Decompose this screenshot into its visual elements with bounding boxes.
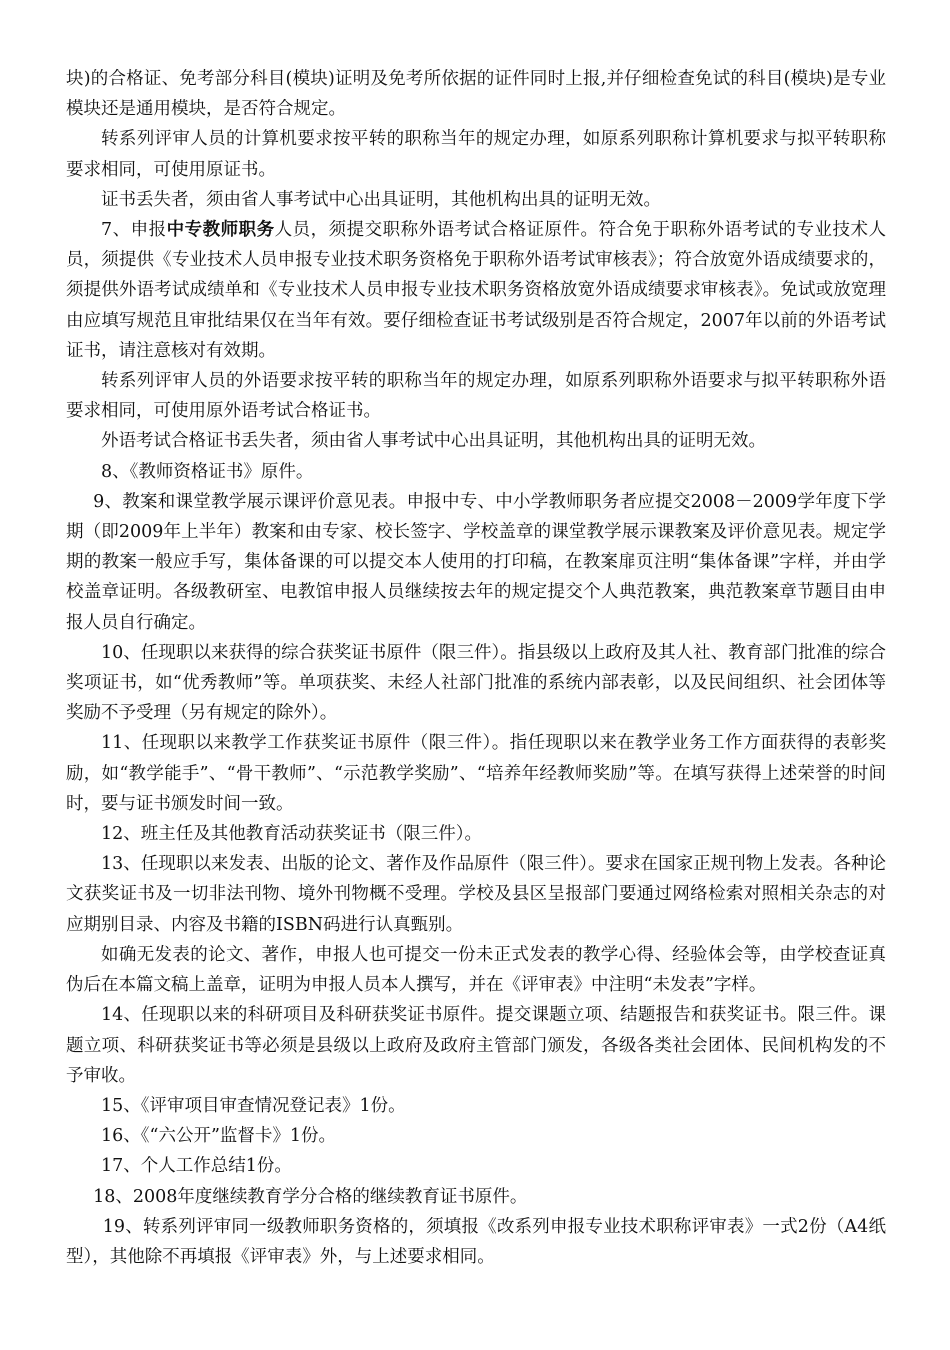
paragraph-item-9: 9、教案和课堂教学展示课评价意见表。申报中专、中小学教师职务者应提交2008－2009学年度下学期（即2009年上半年）教案和由专家、校长签字、学校盖章的课堂教学展示课教案及评价意见表。规定学期的教案一般应手写，集体备课的可以提交本人使用的打印稿，在教案扉页注明“集体备课”字样，并由学校盖章证明。各级教研室、电教馆申报人员继续按去年的规定提交个人典范教案，典范教案章节题目由申报人员自行确定。 [66,491,886,633]
paragraph-foreign-certificate-lost: 外语考试合格证书丢失者，须由省人事考试中心出具证明，其他机构出具的证明无效。 [101,431,766,452]
document-page [66,64,886,1272]
paragraph-item-11: 11、任现职以来教学工作获奖证书原件（限三件）。指任现职以来在教学业务工作方面获得的表彰奖励，如“教学能手”、“骨干教师”、“示范教学奖励”、“培养年经教师奖励”等。在填写获得上述荣誉的时间时，要与证书颁发时间一致。 [66,733,886,814]
paragraph-item-13: 13、任现职以来发表、出版的论文、著作及作品原件（限三件）。要求在国家正规刊物上发表。各种论文获奖证书及一切非法刊物、境外刊物概不受理。学校及县区呈报部门要通过网络检索对照相关杂志的对应期别目录、内容及书籍的ISBN码进行认真甄别。 [66,854,886,935]
paragraph-foreign-language-transfer: 转系列评审人员的外语要求按平转的职称当年的规定办理，如原系列职称外语要求与拟平转职称外语要求相同，可使用原外语考试合格证书。 [66,371,886,422]
item-7-prefix: 7、申报 [101,220,167,241]
paragraph-unpublished-papers: 如确无发表的论文、著作，申报人也可提交一份未正式发表的教学心得、经验体会等，由学校查证真伪后在本篇文稿上盖章，证明为申报人员本人撰写，并在《评审表》中注明“未发表”字样。 [66,944,886,996]
paragraph-item-14: 14、任现职以来的科研项目及科研获奖证书原件。提交课题立项、结题报告和获奖证书。限三件。课题立项、科研获奖证书等必须是县级以上政府及政府主管部门颁发，各级各类社会团体、民间机构发的不予审收。 [66,1005,886,1086]
paragraph-item-12: 12、班主任及其他教育活动获奖证书（限三件）。 [101,824,483,845]
paragraph-item-8: 8、《教师资格证书》原件。 [101,461,314,482]
paragraph-certificate-lost: 证书丢失者，须由省人事考试中心出具证明，其他机构出具的证明无效。 [101,189,661,210]
paragraph-item-15: 15、《评审项目审查情况登记表》1份。 [101,1095,406,1116]
paragraph-item-17: 17、个人工作总结1份。 [101,1156,292,1177]
paragraph-computer-requirement: 转系列评审人员的计算机要求按平转的职称当年的规定办理，如原系列职称计算机要求与拟平转职称要求相同，可使用原证书。 [66,129,886,180]
paragraph-item-16: 16、《“六公开”监督卡》1份。 [101,1126,337,1147]
item-7-bold-title: 中专教师职务 [166,220,275,241]
paragraph-item-7 [66,215,886,366]
paragraph-item-10: 10、任现职以来获得的综合获奖证书原件（限三件）。指县级以上政府及其人社、教育部门批准的综合奖项证书，如“优秀教师”等。单项获奖、未经人社部门批准的系统内部表彰，以及民间组织、社会团体等奖励不予受理（另有规定的除外）。 [66,642,886,724]
item-7-body: 人员，须提交职称外语考试合格证原件。符合免于职称外语考试的专业技术人员，须提供《专业技术人员申报专业技术职务资格免于职称外语考试审核表》；符合放宽外语成绩要求的，须提供外语考试成绩单和《专业技术人员申报专业技术职务资格放宽外语成绩要求审核表》。免试或放宽理由应填写规范且审批结果仅在当年有效。要仔细检查证书考试级别是否符合规定，2007年以前的外语考试证书，请注意核对有效期。 [66,220,886,361]
paragraph-item-18: 18、2008年度继续教育学分合格的继续教育证书原件。 [93,1186,528,1207]
paragraph-module-certificate: 块)的合格证、免考部分科目(模块)证明及免考所依据的证件同时上报,并仔细检查免试的科目(模块)是专业模块还是通用模块，是否符合规定。 [66,69,886,120]
paragraph-item-19: 19、转系列评审同一级教师职务资格的，须填报《改系列申报专业技术职称评审表》一式2份（A4纸型），其他除不再填报《评审表》外，与上述要求相同。 [66,1216,886,1267]
